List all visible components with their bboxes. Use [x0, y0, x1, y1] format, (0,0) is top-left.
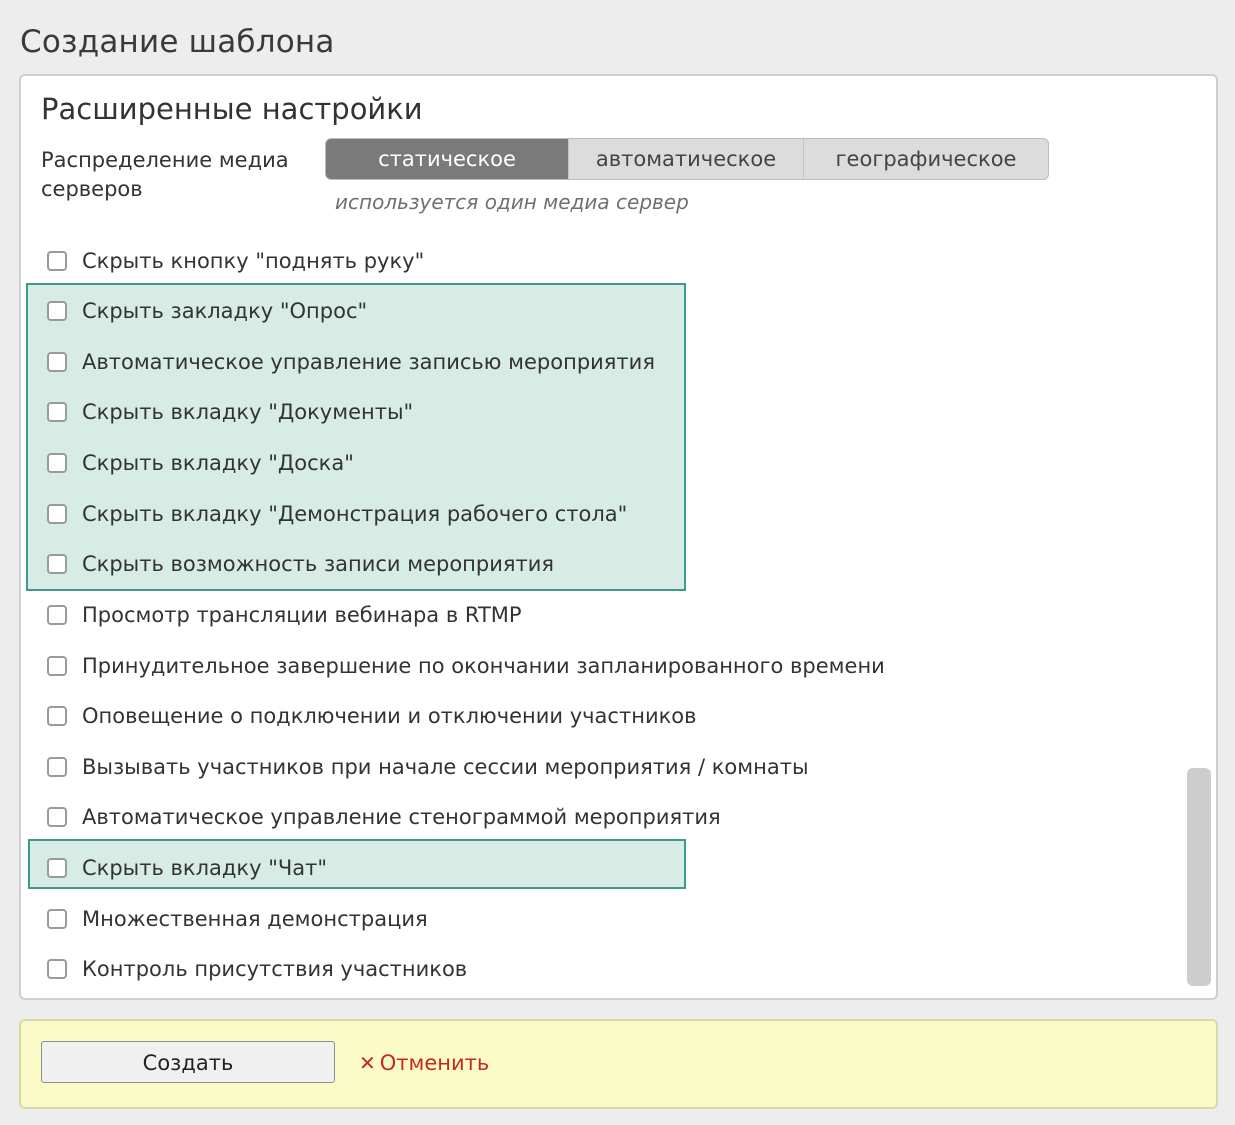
option-forced-end[interactable] [21, 641, 1161, 691]
option-label: Скрыть вкладку "Документы" [82, 400, 414, 424]
segment-geographic[interactable]: географическое [835, 147, 1017, 171]
checkbox[interactable] [47, 554, 67, 574]
option-label: Скрыть вкладку "Доска" [82, 451, 354, 475]
option-label: Автоматическое управление стенограммой мероприятия [82, 805, 721, 829]
form-footer [19, 1019, 1218, 1109]
option-attendance-control[interactable] [21, 944, 1161, 994]
option-label: Вызывать участников при начале сессии мероприятия / комнаты [82, 755, 809, 779]
option-join-leave-notify[interactable] [21, 691, 1161, 741]
checkbox[interactable] [47, 402, 67, 422]
option-label: Скрыть возможность записи мероприятия [82, 552, 555, 576]
option-label: Множественная демонстрация [82, 907, 428, 931]
checkbox[interactable] [47, 453, 67, 473]
media-distribution-selector [325, 138, 1049, 180]
option-hide-raise-hand[interactable] [21, 236, 1161, 286]
checkbox[interactable] [47, 858, 67, 878]
media-distribution-hint: используется один медиа сервер [335, 190, 689, 214]
advanced-settings-panel [19, 74, 1218, 1000]
checkbox[interactable] [47, 251, 67, 271]
checkbox[interactable] [47, 656, 67, 676]
option-label: Скрыть кнопку "поднять руку" [82, 249, 425, 273]
option-hide-poll-tab[interactable] [21, 286, 1161, 336]
checkbox[interactable] [47, 807, 67, 827]
option-label: Скрыть закладку "Опрос" [82, 299, 368, 323]
option-label: Скрыть вкладку "Чат" [82, 856, 328, 880]
checkbox[interactable] [47, 605, 67, 625]
close-icon: ✕ [359, 1051, 376, 1075]
checkbox[interactable] [47, 352, 67, 372]
scrollbar-thumb[interactable] [1187, 768, 1211, 986]
checkbox[interactable] [47, 706, 67, 726]
checkbox[interactable] [47, 757, 67, 777]
option-rtmp-view[interactable] [21, 590, 1161, 640]
checkbox[interactable] [47, 504, 67, 524]
option-hide-chat-tab[interactable] [21, 843, 1161, 893]
checkbox[interactable] [47, 959, 67, 979]
option-hide-recording[interactable] [21, 539, 1161, 589]
option-label: Просмотр трансляции вебинара в RTMP [82, 603, 522, 627]
option-hide-board-tab[interactable] [21, 438, 1161, 488]
option-label: Автоматическое управление записью мероприятия [82, 350, 655, 374]
cancel-label: Отменить [379, 1051, 490, 1075]
section-title: Расширенные настройки [41, 92, 423, 126]
checkbox[interactable] [47, 909, 67, 929]
option-label: Принудительное завершение по окончании запланированного времени [82, 654, 885, 678]
page-title: Создание шаблона [20, 24, 335, 60]
option-multi-demo[interactable] [21, 894, 1161, 944]
create-button[interactable]: Создать [41, 1041, 335, 1083]
segment-automatic[interactable]: автоматическое [569, 139, 804, 179]
option-label: Контроль присутствия участников [82, 957, 468, 981]
option-label: Скрыть вкладку "Демонстрация рабочего стола" [82, 502, 628, 526]
option-call-participants[interactable] [21, 742, 1161, 792]
option-hide-desktop-sharing-tab[interactable] [21, 489, 1161, 539]
segment-static[interactable]: статическое [326, 139, 569, 179]
checkbox[interactable] [47, 301, 67, 321]
option-auto-transcript[interactable] [21, 792, 1161, 842]
media-distribution-label: Распределение медиа серверов [41, 148, 289, 201]
option-hide-documents-tab[interactable] [21, 387, 1161, 437]
option-auto-recording[interactable] [21, 337, 1161, 387]
option-label: Оповещение о подключении и отключении участников [82, 704, 697, 728]
cancel-link[interactable] [359, 1051, 489, 1075]
